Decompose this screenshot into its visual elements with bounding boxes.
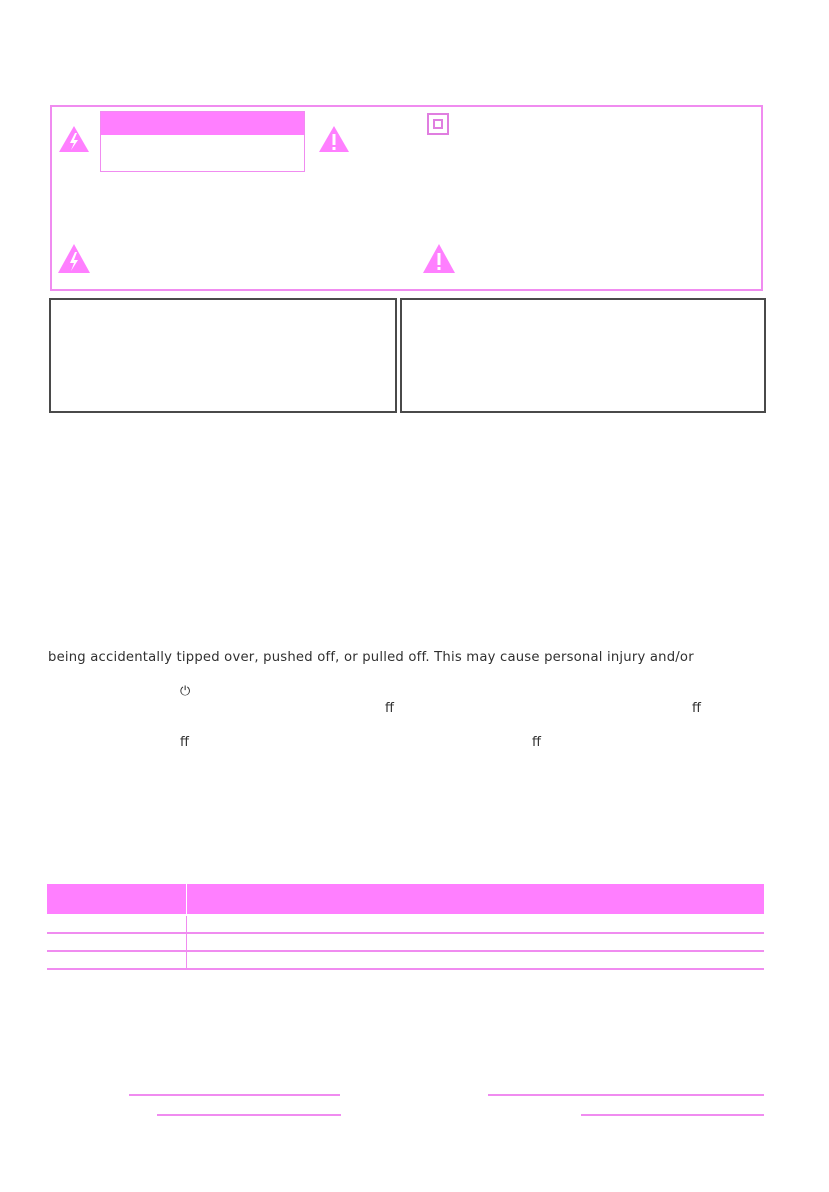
exclamation-warning-icon	[422, 243, 456, 274]
caution-label	[100, 111, 305, 172]
table-row	[47, 952, 764, 970]
lightning-warning-icon	[57, 243, 91, 274]
table-column-divider	[186, 884, 187, 914]
lightning-warning-icon	[58, 125, 90, 153]
table-column-divider	[186, 952, 187, 968]
table-header	[47, 884, 764, 914]
fill-in-line[interactable]	[488, 1094, 764, 1096]
caution-label-header	[101, 112, 304, 135]
table-row	[47, 916, 764, 934]
fill-in-line[interactable]	[157, 1114, 341, 1116]
ligature-ff: ff	[180, 735, 189, 750]
table-column-divider	[186, 934, 187, 950]
fill-in-line[interactable]	[129, 1094, 340, 1096]
table-row	[47, 934, 764, 952]
ligature-ff: ff	[692, 701, 701, 716]
note-box-left	[49, 298, 397, 413]
table-column-divider	[186, 916, 187, 932]
power-icon: ⏻	[180, 684, 191, 699]
fill-in-line[interactable]	[581, 1114, 764, 1116]
body-text-line: being accidentally tipped over, pushed off, or pulled off. This may cause personal injury and/or	[48, 650, 694, 665]
ligature-ff: ff	[385, 701, 394, 716]
ligature-ff: ff	[532, 735, 541, 750]
exclamation-warning-icon	[318, 125, 350, 153]
note-box-right	[400, 298, 766, 413]
double-insulation-icon	[427, 113, 449, 135]
